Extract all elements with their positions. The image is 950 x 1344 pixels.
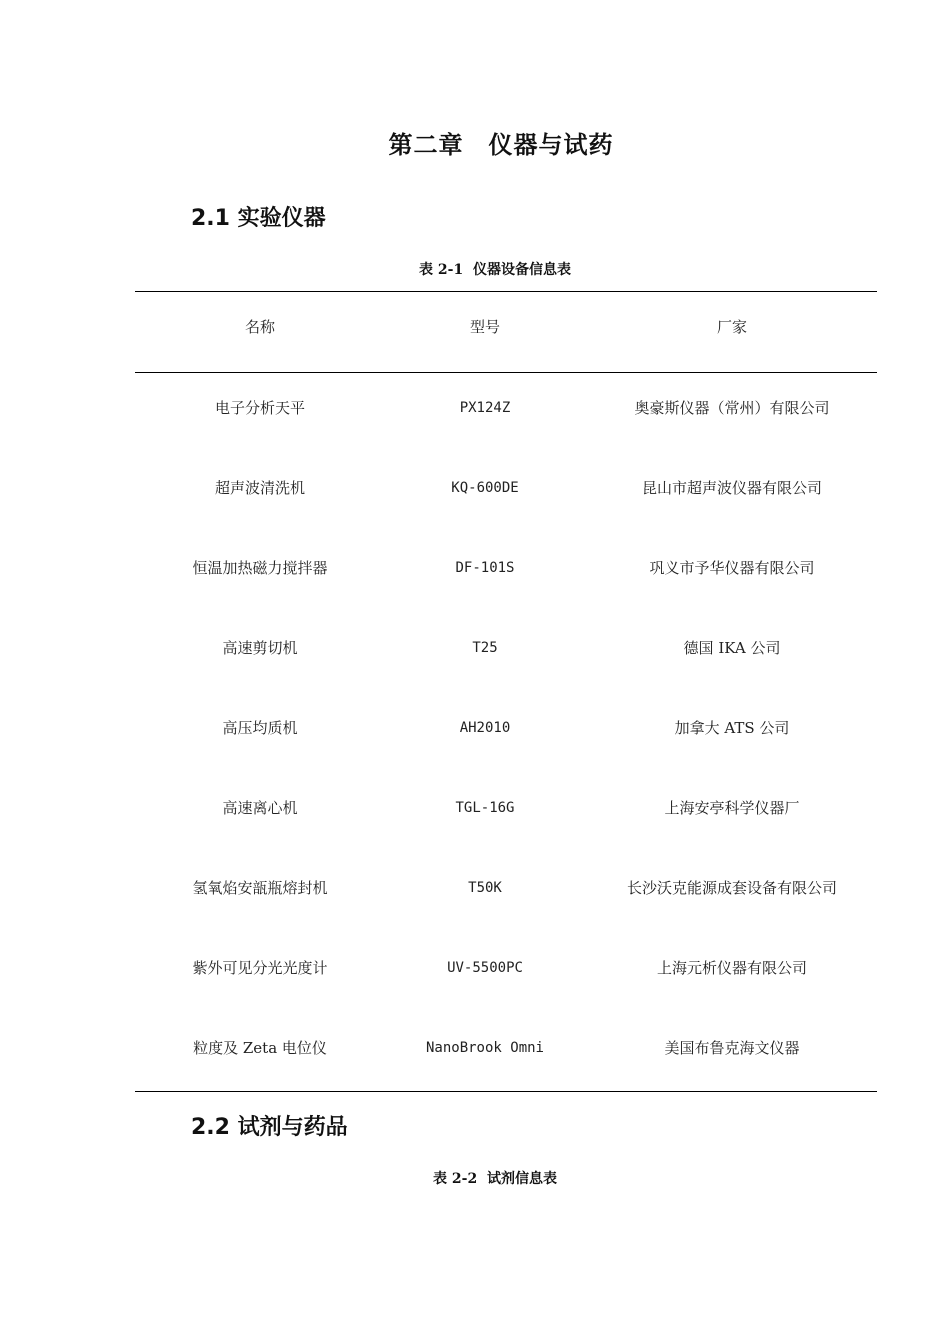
- table-row: [135, 713, 877, 743]
- cell-name: 高速剪切机: [222, 639, 298, 657]
- section-title-reagents: 2.2 试剂与药品: [191, 1115, 348, 1140]
- cell-model: KQ-600DE: [451, 480, 519, 496]
- cell-manufacturer: 上海元析仪器有限公司: [656, 959, 807, 977]
- cell-name: 粒度及 Zeta 电位仪: [193, 1039, 327, 1057]
- table-row: [135, 393, 877, 423]
- table-row: [135, 553, 877, 583]
- cell-manufacturer: 加拿大 ATS 公司: [674, 719, 790, 737]
- header-model: 型号: [469, 318, 500, 336]
- table-row: [135, 793, 877, 823]
- cell-name: 高压均质机: [222, 719, 298, 737]
- cell-name: 紫外可见分光光度计: [192, 959, 328, 977]
- cell-manufacturer: 德国 IKA 公司: [683, 639, 781, 657]
- section-title-instruments: 2.1 实验仪器: [191, 206, 326, 231]
- table-top-rule: [135, 291, 877, 292]
- cell-name: 超声波清洗机: [214, 479, 305, 497]
- cell-name: 高速离心机: [222, 799, 298, 817]
- cell-model: PX124Z: [459, 400, 511, 416]
- chapter-title: 第二章 仪器与试药: [388, 131, 614, 159]
- table-caption-reagents: 表 2-2 试剂信息表: [433, 1171, 557, 1187]
- cell-name: 电子分析天平: [214, 399, 305, 417]
- cell-model: DF-101S: [455, 560, 515, 576]
- cell-model: AH2010: [459, 720, 511, 736]
- table-row: [135, 953, 877, 983]
- cell-model: UV-5500PC: [447, 960, 523, 976]
- cell-name: 氢氧焰安瓿瓶熔封机: [192, 879, 328, 897]
- cell-model: NanoBrook Omni: [425, 1040, 544, 1056]
- cell-manufacturer: 奥豪斯仪器（常州）有限公司: [634, 399, 830, 417]
- header-manufacturer: 厂家: [716, 318, 747, 336]
- cell-manufacturer: 昆山市超声波仪器有限公司: [641, 479, 822, 497]
- header-name: 名称: [244, 318, 275, 336]
- cell-manufacturer: 长沙沃克能源成套设备有限公司: [626, 879, 837, 897]
- table-header-row: [135, 312, 877, 342]
- table-bottom-rule: [135, 1091, 877, 1092]
- cell-manufacturer: 美国布鲁克海文仪器: [664, 1039, 800, 1057]
- table-row: [135, 1033, 877, 1063]
- table-row: [135, 873, 877, 903]
- cell-name: 恒温加热磁力搅拌器: [192, 559, 328, 577]
- table-row: [135, 473, 877, 503]
- cell-model: TGL-16G: [455, 800, 515, 816]
- table-header-rule: [135, 372, 877, 373]
- table-caption-instruments: 表 2-1 仪器设备信息表: [419, 262, 571, 278]
- cell-model: T50K: [468, 880, 502, 896]
- cell-model: T25: [472, 640, 498, 656]
- cell-manufacturer: 巩义市予华仪器有限公司: [649, 559, 815, 577]
- table-row: [135, 633, 877, 663]
- cell-manufacturer: 上海安亭科学仪器厂: [664, 799, 800, 817]
